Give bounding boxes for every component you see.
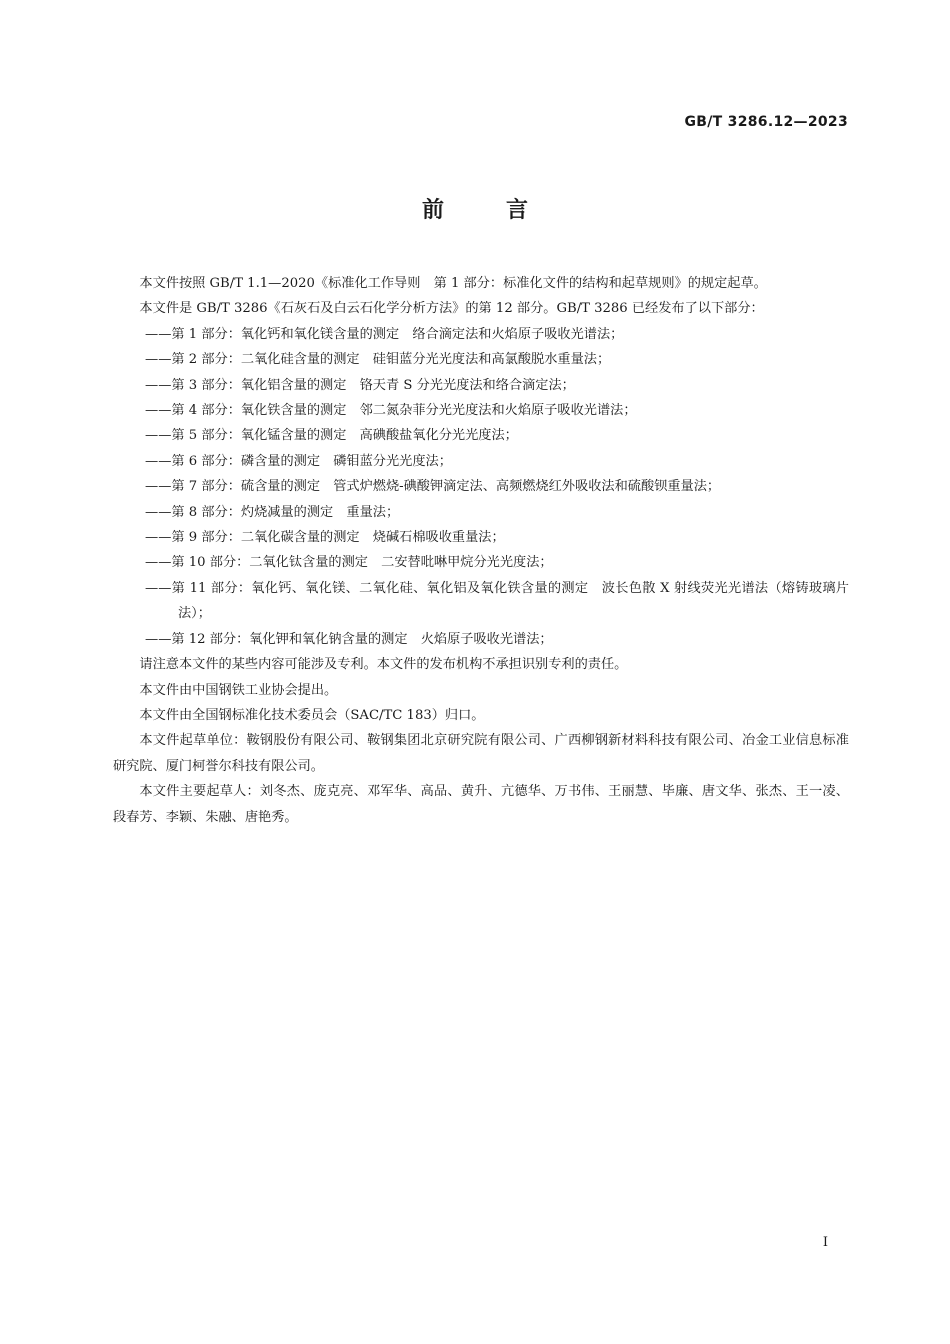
drafting-rules-paragraph: 本文件按照 GB/T 1.1—2020《标准化工作导则 第 1 部分：标准化文件的结构和起草规则》的规定起草。 — [139, 276, 767, 291]
standard-number: GB/T 3286.12—2023 — [684, 114, 848, 130]
list-item: ——第 11 部分：氧化钙、氧化镁、二氧化硅、氧化铝及氧化铁含量的测定 波长色散 X 射线荧光光谱法（熔铸玻璃片法）； — [145, 580, 849, 622]
list-item: ——第 7 部分：硫含量的测定 管式炉燃烧-碘酸钾滴定法、高频燃烧红外吸收法和硫酸钡重量法； — [145, 479, 721, 495]
list-item: ——第 6 部分：磷含量的测定 磷钼蓝分光光度法； — [145, 453, 452, 469]
parts-list — [113, 322, 849, 652]
list-item: ——第 1 部分：氧化钙和氧化镁含量的测定 络合滴定法和火焰原子吸收光谱法； — [145, 326, 624, 342]
foreword-body — [113, 271, 849, 830]
list-item: ——第 10 部分：二氧化钛含量的测定 二安替吡啉甲烷分光光度法； — [145, 555, 553, 571]
page-title: 前言 — [421, 198, 590, 223]
drafting-units-paragraph: 本文件起草单位：鞍钢股份有限公司、鞍钢集团北京研究院有限公司、广西柳钢新材料科技有限公司、冶金工业信息标准研究院、厦门柯誉尔科技有限公司。 — [113, 733, 849, 774]
list-item: ——第 9 部分：二氧化碳含量的测定 烧碱石棉吸收重量法； — [145, 530, 505, 546]
proposed-by-paragraph: 本文件由中国钢铁工业协会提出。 — [139, 682, 338, 698]
series-intro-paragraph: 本文件是 GB/T 3286《石灰石及白云石化学分析方法》的第 12 部分。GB/T 3286 已经发布了以下部分： — [139, 301, 764, 317]
patent-notice-paragraph: 请注意本文件的某些内容可能涉及专利。本文件的发布机构不承担识别专利的责任。 — [139, 657, 628, 673]
list-item: ——第 2 部分：二氧化硅含量的测定 硅钼蓝分光光度法和高氯酸脱水重量法； — [145, 352, 611, 368]
list-item: ——第 8 部分：灼烧减量的测定 重量法； — [145, 504, 400, 520]
list-item: ——第 3 部分：氧化铝含量的测定 铬天青 S 分光光度法和络合滴定法； — [145, 377, 575, 393]
drafters-paragraph: 本文件主要起草人：刘冬杰、庞克亮、邓军华、高品、黄升、亢德华、万书伟、王丽慧、毕廉、唐文华、张杰、王一凌、段春芳、李颖、朱融、唐艳秀。 — [113, 784, 849, 825]
administered-by-paragraph: 本文件由全国钢标准化技术委员会（SAC/TC 183）归口。 — [139, 707, 485, 723]
list-item: ——第 12 部分：氧化钾和氧化钠含量的测定 火焰原子吸收光谱法； — [145, 631, 553, 647]
list-item: ——第 4 部分：氧化铁含量的测定 邻二氮杂菲分光光度法和火焰原子吸收光谱法； — [145, 403, 637, 419]
page-number: I — [822, 1235, 828, 1250]
list-item: ——第 5 部分：氧化锰含量的测定 高碘酸盐氧化分光光度法； — [145, 428, 518, 444]
